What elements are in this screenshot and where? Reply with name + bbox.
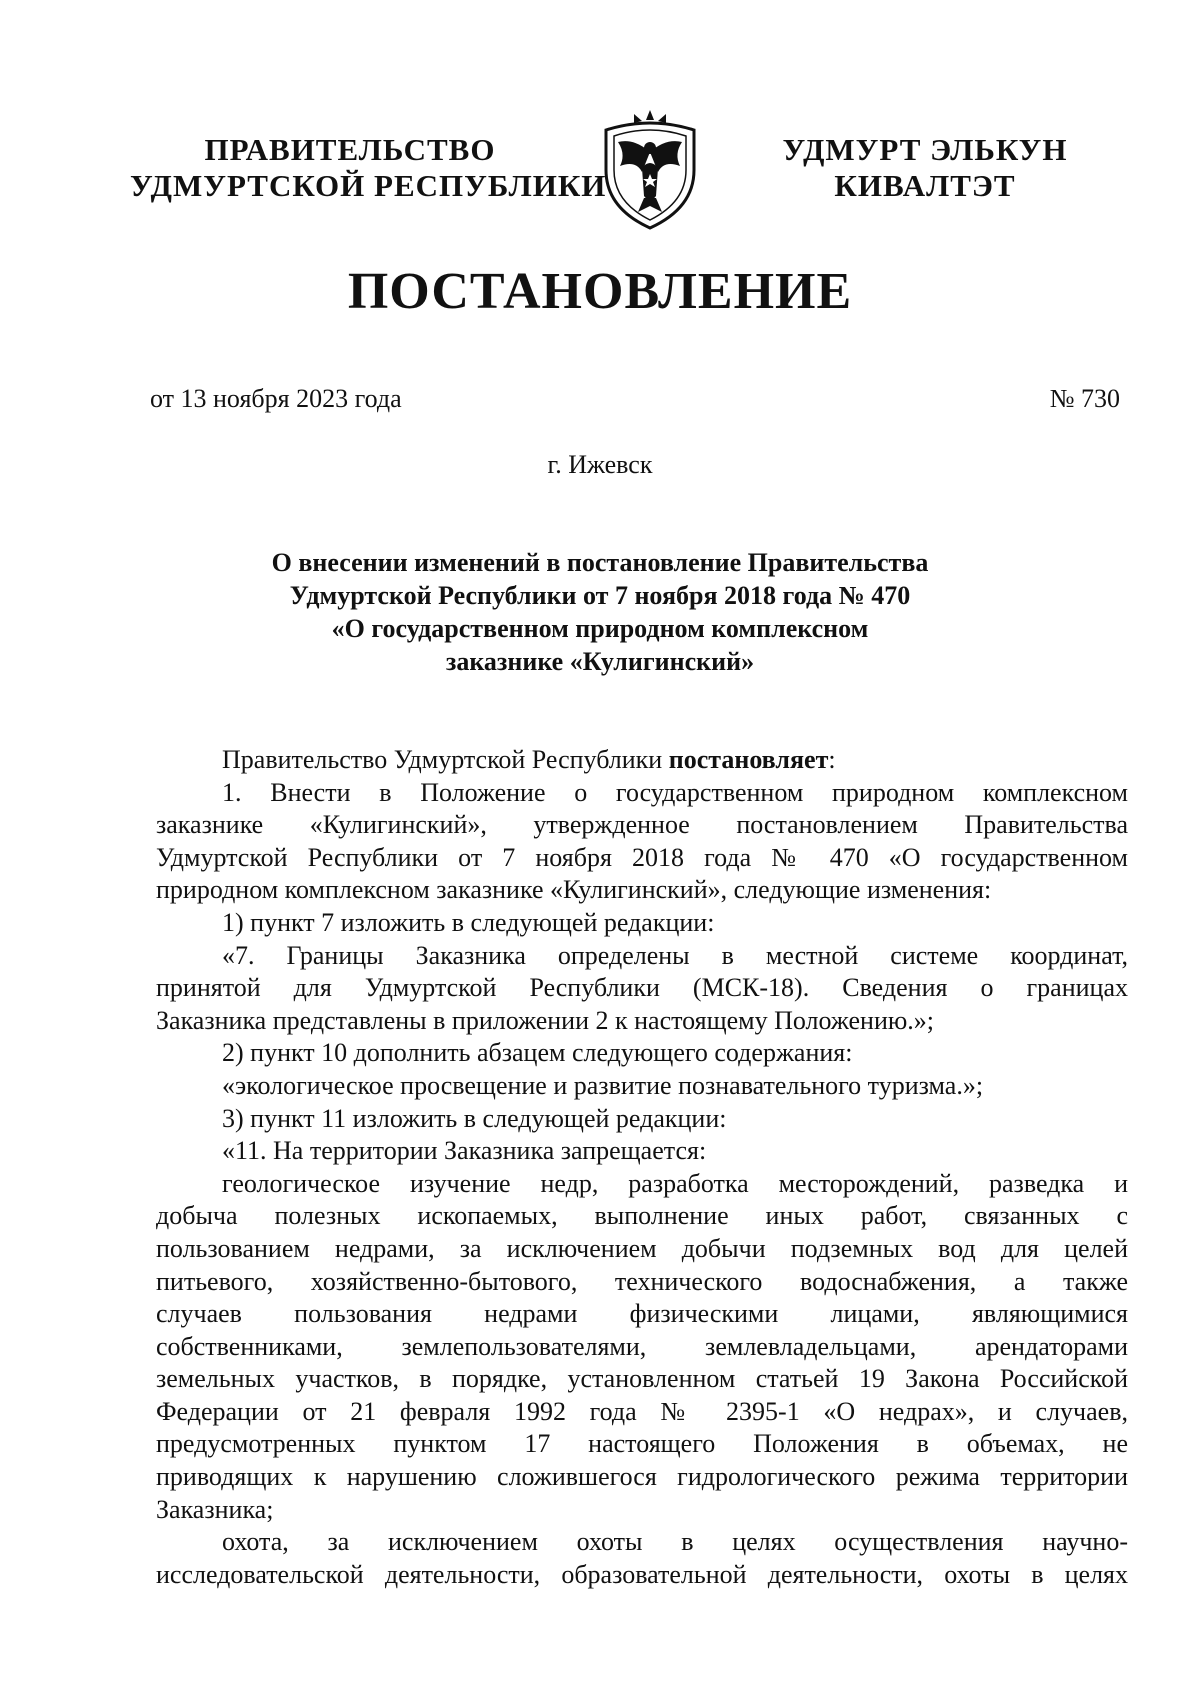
intro-suffix: : [828, 745, 836, 774]
body-line: приводящих к нарушению сложившегося гидрологического режима территории [156, 1462, 1128, 1492]
intro-prefix: Правительство Удмуртской Республики [222, 745, 669, 774]
document-body [156, 744, 1128, 1591]
body-line: заказнике «Кулигинский», утвержденное постановлением Правительства [156, 810, 1128, 840]
body-line: земельных участков, в порядке, установленном статьей 19 Закона Российской [156, 1364, 1128, 1394]
document-title [0, 546, 1200, 678]
body-line: пользованием недрами, за исключением добычи подземных вод для целей [156, 1233, 1128, 1263]
document-date: от 13 ноября 2023 года [150, 384, 402, 413]
title-line: Удмуртской Республики от 7 ноября 2018 года № 470 [289, 581, 911, 610]
body-line: принятой для Удмуртской Республики (МСК-18). Сведения о границах [156, 973, 1128, 1003]
intro-paragraph [156, 744, 1128, 777]
header-left [130, 132, 607, 204]
body-line: Федерации от 21 февраля 1992 года № 2395-1 «О недрах», и случаев, [156, 1396, 1128, 1426]
document-type-heading: ПОСТАНОВЛЕНИЕ [347, 263, 853, 320]
body-line: исследовательской деятельности, образовательной деятельности, охоты в целях [156, 1559, 1128, 1589]
body-line: случаев пользования недрами физическими лицами, являющимися [156, 1299, 1128, 1329]
body-line: 1. Внести в Положение о государственном природном комплексном [222, 777, 1128, 807]
header-left-line-2: УДМУРТСКОЙ РЕСПУБЛИКИ [130, 168, 607, 203]
title-line: заказнике «Кулигинский» [445, 647, 755, 676]
body-line: питьевого, хозяйственно-бытового, технического водоснабжения, а также [156, 1266, 1128, 1296]
body-line: геологическое изучение недр, разработка месторождений, разведка и [222, 1168, 1128, 1198]
body-line: охота, за исключением охоты в целях осуществления научно- [222, 1527, 1128, 1557]
document-city: г. Ижевск [547, 450, 653, 479]
document-number: № 730 [1049, 384, 1120, 413]
body-line: Заказника представлены в приложении 2 к настоящему Положению.»; [156, 1005, 935, 1035]
body-line: предусмотренных пунктом 17 настоящего Положения в объемах, не [156, 1429, 1128, 1459]
title-line: О внесении изменений в постановление Правительства [271, 548, 929, 577]
udmurtia-emblem-icon [598, 108, 702, 232]
body-line: добыча полезных ископаемых, выполнение иных работ, связанных с [156, 1201, 1128, 1231]
header-right-line-2: КИВАЛТЭТ [834, 168, 1016, 203]
header-left-line-1: ПРАВИТЕЛЬСТВО [204, 132, 496, 167]
body-line: Удмуртской Республики от 7 ноября 2018 года № 470 «О государственном [156, 842, 1128, 872]
body-line: «11. На территории Заказника запрещается: [222, 1136, 707, 1166]
body-line: «7. Границы Заказника определены в местной системе координат, [222, 940, 1128, 970]
header-right-line-1: УДМУРТ ЭЛЬКУН [782, 132, 1068, 167]
body-line: природном комплексном заказнике «Кулигинский», следующие изменения: [156, 875, 992, 905]
body-line: собственниками, землепользователями, землевладельцами, арендаторами [156, 1331, 1128, 1361]
body-line: «экологическое просвещение и развитие познавательного туризма.»; [222, 1070, 984, 1100]
header-right [770, 132, 1080, 204]
body-line: Заказника; [156, 1494, 274, 1524]
body-line: 3) пункт 11 изложить в следующей редакции: [222, 1103, 727, 1133]
title-line: «О государственном природном комплексном [331, 614, 869, 643]
body-line: 2) пункт 10 дополнить абзацем следующего содержания: [222, 1038, 853, 1068]
intro-verb: постановляет [668, 745, 829, 774]
body-line: 1) пункт 7 изложить в следующей редакции: [222, 907, 715, 937]
